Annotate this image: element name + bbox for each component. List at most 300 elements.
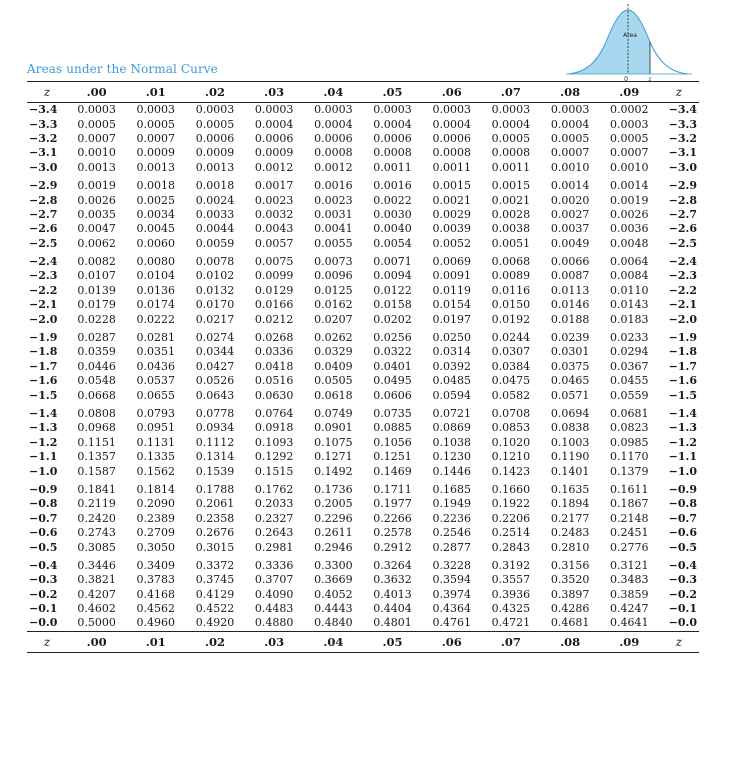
area-cell: 0.4168 [136, 587, 176, 601]
area-cell: 0.0040 [373, 222, 412, 236]
area-cell: 0.0968 [77, 421, 116, 435]
area-cell: 0.0006 [432, 131, 471, 145]
z-value-right: −1.8 [668, 345, 697, 359]
area-cell: 0.3669 [314, 573, 353, 587]
area-cell: 0.0026 [77, 193, 116, 207]
area-cell: 0.3372 [195, 558, 235, 572]
table-row [27, 312, 699, 326]
area-cell: 0.0668 [77, 388, 116, 402]
bottom-column-header: .00 [67, 631, 126, 652]
area-cell: 0.0409 [314, 359, 353, 373]
table-row [27, 526, 699, 540]
area-cell: 0.1190 [550, 450, 590, 464]
area-cell: 0.2061 [195, 497, 235, 511]
z-table [27, 81, 699, 653]
area-cell: 0.0823 [610, 421, 649, 435]
z-value-left: −2.5 [29, 236, 58, 250]
area-cell: 0.0055 [314, 236, 353, 250]
area-cell: 0.0344 [195, 345, 235, 359]
area-cell: 0.0526 [195, 374, 235, 388]
area-cell: 0.3192 [491, 558, 531, 572]
area-cell: 0.0011 [432, 160, 471, 174]
area-cell: 0.0010 [77, 146, 116, 160]
area-cell: 0.0014 [610, 179, 649, 193]
area-cell: 0.2643 [254, 526, 294, 540]
area-cell: 0.4801 [373, 616, 412, 630]
area-cell: 0.0008 [432, 146, 471, 160]
area-cell: 0.0116 [491, 283, 531, 297]
area-cell: 0.1112 [195, 435, 235, 449]
area-cell: 0.0359 [77, 345, 116, 359]
area-cell: 0.0096 [314, 269, 353, 283]
area-cell: 0.2206 [491, 511, 531, 525]
z-value-left: −1.4 [29, 407, 58, 420]
area-cell: 0.2743 [77, 526, 116, 540]
bottom-column-header: .09 [600, 631, 659, 652]
area-cell: 0.2033 [254, 497, 294, 511]
z-value-left: −0.6 [29, 526, 58, 540]
area-cell: 0.1894 [550, 497, 590, 511]
area-cell: 0.0107 [77, 269, 116, 283]
area-cell: 0.3085 [77, 540, 116, 554]
table-row [27, 327, 699, 345]
z-value-right: −2.7 [668, 207, 697, 221]
area-cell: 0.0918 [254, 421, 294, 435]
area-cell: 0.0016 [373, 179, 412, 193]
table-row [27, 161, 699, 175]
area-cell: 0.1271 [314, 450, 353, 464]
area-cell: 0.0307 [491, 345, 531, 359]
area-cell: 0.2389 [136, 511, 176, 525]
area-cell: 0.1446 [432, 464, 471, 478]
area-cell: 0.0013 [136, 160, 176, 174]
table-row [27, 602, 699, 616]
area-cell: 0.0582 [491, 388, 531, 402]
area-cell: 0.0033 [195, 207, 235, 221]
z-value-right: −0.2 [668, 587, 697, 601]
z-value-right: −1.5 [668, 388, 697, 402]
area-cell: 0.0314 [432, 345, 471, 359]
z-value-right: −2.9 [668, 179, 697, 193]
area-cell: 0.1151 [77, 435, 116, 449]
z-value-left: −1.5 [29, 388, 58, 402]
area-cell: 0.0007 [77, 131, 116, 145]
z-value-left: −2.6 [29, 222, 58, 236]
area-cell: 0.0630 [254, 388, 294, 402]
area-cell: 0.0068 [491, 255, 531, 269]
bottom-column-header: .01 [126, 631, 185, 652]
z-value-right: −1.2 [668, 435, 697, 449]
area-cell: 0.0122 [373, 283, 412, 297]
top-column-header: .03 [245, 82, 304, 103]
area-cell: 0.1357 [77, 450, 116, 464]
area-cell: 0.0475 [491, 374, 531, 388]
z-value-right: −1.4 [668, 407, 697, 420]
area-cell: 0.2119 [77, 497, 116, 511]
area-cell: 0.0708 [491, 407, 531, 420]
area-cell: 0.3745 [195, 573, 235, 587]
area-cell: 0.0007 [610, 146, 649, 160]
area-cell: 0.0262 [314, 331, 353, 345]
area-cell: 0.3264 [373, 558, 412, 572]
z-value-left: −3.4 [29, 103, 58, 117]
area-cell: 0.0329 [314, 345, 353, 359]
area-cell: 0.4325 [491, 602, 531, 616]
area-cell: 0.0031 [314, 207, 353, 221]
area-cell: 0.1292 [254, 450, 294, 464]
area-cell: 0.1685 [432, 482, 471, 496]
area-cell: 0.2611 [314, 526, 353, 540]
z-value-left: −1.3 [29, 421, 58, 435]
z-value-left: −1.1 [29, 450, 58, 464]
area-cell: 0.0034 [136, 207, 176, 221]
area-cell: 0.0004 [373, 117, 412, 131]
z-value-right: −2.5 [668, 236, 697, 250]
area-cell: 0.0233 [610, 331, 649, 345]
area-cell: 0.0136 [136, 283, 176, 297]
area-cell: 0.2776 [610, 540, 649, 554]
area-cell: 0.4641 [610, 616, 649, 630]
area-cell: 0.0336 [254, 345, 294, 359]
z-value-left: −0.0 [29, 616, 58, 630]
area-cell: 0.0559 [610, 388, 649, 402]
area-cell: 0.0102 [195, 269, 235, 283]
z-value-left: −0.2 [29, 587, 58, 601]
area-cell: 0.1401 [550, 464, 590, 478]
area-cell: 0.3783 [136, 573, 176, 587]
table-row [27, 103, 699, 118]
z-value-left: −0.1 [29, 602, 58, 616]
z-value-right: −3.3 [668, 117, 697, 131]
area-cell: 0.0094 [373, 269, 412, 283]
area-cell: 0.2358 [195, 511, 235, 525]
area-cell: 0.0004 [314, 117, 353, 131]
z-value-right: −2.8 [668, 193, 697, 207]
area-cell: 0.0016 [314, 179, 353, 193]
area-cell: 0.4052 [314, 587, 353, 601]
area-cell: 0.0099 [254, 269, 294, 283]
area-cell: 0.0885 [373, 421, 412, 435]
area-cell: 0.0003 [314, 103, 353, 117]
area-cell: 0.2709 [136, 526, 176, 540]
table-row [27, 251, 699, 269]
area-cell: 0.0011 [373, 160, 412, 174]
area-cell: 0.0005 [491, 131, 531, 145]
area-cell: 0.2578 [373, 526, 412, 540]
z-value-left: −2.9 [29, 179, 58, 193]
z-value-left: −1.9 [29, 331, 58, 345]
area-cell: 0.0250 [432, 331, 471, 345]
table-row [27, 497, 699, 511]
area-cell: 0.0838 [550, 421, 590, 435]
table-row [27, 345, 699, 359]
area-cell: 0.4522 [195, 602, 235, 616]
area-cell: 0.4247 [610, 602, 649, 616]
area-cell: 0.0041 [314, 222, 353, 236]
area-cell: 0.3483 [610, 573, 649, 587]
bottom-column-header: .04 [304, 631, 363, 652]
area-cell: 0.2912 [373, 540, 412, 554]
area-cell: 0.0110 [610, 283, 649, 297]
area-cell: 0.0008 [373, 146, 412, 160]
area-cell: 0.0047 [77, 222, 116, 236]
area-cell: 0.0069 [432, 255, 471, 269]
area-cell: 0.0017 [254, 179, 294, 193]
area-cell: 0.0222 [136, 312, 176, 326]
area-cell: 0.1210 [491, 450, 531, 464]
area-cell: 0.4013 [373, 587, 412, 601]
area-cell: 0.3707 [254, 573, 294, 587]
table-row [27, 421, 699, 435]
area-cell: 0.2148 [610, 511, 649, 525]
top-column-header: .07 [481, 82, 540, 103]
area-cell: 0.0008 [491, 146, 531, 160]
area-cell: 0.3594 [432, 573, 471, 587]
area-cell: 0.0392 [432, 359, 471, 373]
z-value-right: −1.0 [668, 464, 697, 478]
header-row [27, 82, 699, 103]
area-cell: 0.0808 [77, 407, 116, 420]
area-cell: 0.0013 [77, 160, 116, 174]
area-cell: 0.3409 [136, 558, 176, 572]
area-cell: 0.2005 [314, 497, 353, 511]
area-cell: 0.4761 [432, 616, 471, 630]
area-cell: 0.0082 [77, 255, 116, 269]
area-cell: 0.0036 [610, 222, 649, 236]
area-cell: 0.0294 [610, 345, 649, 359]
area-cell: 0.0023 [254, 193, 294, 207]
area-cell: 0.0853 [491, 421, 531, 435]
table-row [27, 146, 699, 160]
table-row [27, 388, 699, 402]
area-cell: 0.0062 [77, 236, 116, 250]
bottom-z-header-left: z [27, 631, 67, 652]
area-cell: 0.1949 [432, 497, 471, 511]
area-cell: 0.0030 [373, 207, 412, 221]
area-cell: 0.0057 [254, 236, 294, 250]
area-cell: 0.0073 [314, 255, 353, 269]
top-column-header: .01 [126, 82, 185, 103]
area-cell: 0.0455 [610, 374, 649, 388]
area-cell: 0.0113 [550, 283, 590, 297]
area-cell: 0.1075 [314, 435, 353, 449]
area-cell: 0.1562 [136, 464, 176, 478]
area-cell: 0.0158 [373, 298, 412, 312]
table-caption: Areas under the Normal Curve [27, 62, 218, 76]
z-value-right: −2.6 [668, 222, 697, 236]
z-value-right: −1.6 [668, 374, 697, 388]
table-body [27, 103, 699, 632]
area-cell: 0.0985 [610, 435, 649, 449]
area-cell: 0.0007 [136, 131, 176, 145]
area-cell: 0.0951 [136, 421, 176, 435]
area-cell: 0.1492 [314, 464, 353, 478]
table-row [27, 117, 699, 131]
area-cell: 0.1515 [254, 464, 294, 478]
area-cell: 0.3821 [77, 573, 116, 587]
area-cell: 0.1539 [195, 464, 235, 478]
z-value-left: −3.0 [29, 160, 58, 174]
bottom-column-header: .05 [363, 631, 422, 652]
area-cell: 0.3520 [550, 573, 590, 587]
area-cell: 0.2090 [136, 497, 176, 511]
area-cell: 0.0026 [610, 207, 649, 221]
bottom-column-header: .06 [422, 631, 481, 652]
footer-row [27, 631, 699, 652]
area-cell: 0.0869 [432, 421, 471, 435]
top-column-header: .06 [422, 82, 481, 103]
bottom-z-header-right: z [659, 631, 699, 652]
area-cell: 0.0012 [314, 160, 353, 174]
z-value-right: −3.4 [668, 103, 697, 117]
table-row [27, 237, 699, 251]
area-cell: 0.2546 [432, 526, 471, 540]
area-cell: 0.0606 [373, 388, 412, 402]
area-cell: 0.0749 [314, 407, 353, 420]
area-cell: 0.0019 [77, 179, 116, 193]
area-cell: 0.0010 [610, 160, 649, 174]
area-cell: 0.0012 [254, 160, 294, 174]
z-value-right: −2.4 [668, 255, 697, 269]
area-cell: 0.0643 [195, 388, 235, 402]
area-cell: 0.0571 [550, 388, 590, 402]
area-cell: 0.0495 [373, 374, 412, 388]
area-cell: 0.1020 [491, 435, 531, 449]
table-row [27, 588, 699, 602]
area-cell: 0.0367 [610, 359, 649, 373]
area-cell: 0.0008 [314, 146, 353, 160]
area-cell: 0.0003 [373, 103, 412, 117]
area-cell: 0.3557 [491, 573, 531, 587]
area-cell: 0.1788 [195, 482, 235, 496]
area-cell: 0.0014 [550, 179, 590, 193]
table-row [27, 208, 699, 222]
area-cell: 0.0179 [77, 298, 116, 312]
area-cell: 0.4681 [550, 616, 590, 630]
area-cell: 0.1711 [373, 482, 412, 496]
area-cell: 0.4364 [432, 602, 471, 616]
area-cell: 0.0268 [254, 331, 294, 345]
area-cell: 0.0150 [491, 298, 531, 312]
area-cell: 0.0003 [432, 103, 471, 117]
z-value-right: −3.2 [668, 131, 697, 145]
area-cell: 0.0418 [254, 359, 294, 373]
z-value-right: −0.8 [668, 497, 697, 511]
area-cell: 0.5000 [77, 616, 116, 630]
area-cell: 0.0084 [610, 269, 649, 283]
area-cell: 0.0005 [195, 117, 235, 131]
area-cell: 0.3859 [610, 587, 649, 601]
z-label: z [648, 76, 652, 83]
z-value-left: −0.4 [29, 558, 58, 572]
area-cell: 0.0009 [195, 146, 235, 160]
area-cell: 0.1251 [373, 450, 412, 464]
area-cell: 0.0054 [373, 236, 412, 250]
z-value-right: −1.3 [668, 421, 697, 435]
z-value-left: −0.7 [29, 511, 58, 525]
area-cell: 0.1587 [77, 464, 116, 478]
z-value-right: −0.1 [668, 602, 697, 616]
area-cell: 0.0089 [491, 269, 531, 283]
table-row [27, 450, 699, 464]
area-cell: 0.1635 [550, 482, 590, 496]
bottom-column-header: .02 [185, 631, 244, 652]
z-value-left: −2.1 [29, 298, 58, 312]
area-cell: 0.1762 [254, 482, 294, 496]
area-cell: 0.0025 [136, 193, 176, 207]
area-cell: 0.4129 [195, 587, 235, 601]
area-cell: 0.0080 [136, 255, 176, 269]
area-cell: 0.0681 [610, 407, 649, 420]
area-cell: 0.0045 [136, 222, 176, 236]
area-cell: 0.0087 [550, 269, 590, 283]
area-cell: 0.3974 [432, 587, 471, 601]
area-cell: 0.0043 [254, 222, 294, 236]
area-cell: 0.0256 [373, 331, 412, 345]
area-cell: 0.0071 [373, 255, 412, 269]
area-cell: 0.0003 [77, 103, 116, 117]
area-cell: 0.3336 [254, 558, 294, 572]
top-z-header-right: z [659, 82, 699, 103]
area-cell: 0.1131 [136, 435, 176, 449]
area-cell: 0.2420 [77, 511, 116, 525]
area-cell: 0.0005 [610, 131, 649, 145]
area-cell: 0.0901 [314, 421, 353, 435]
area-cell: 0.4483 [254, 602, 294, 616]
area-cell: 0.0075 [254, 255, 294, 269]
area-cell: 0.0281 [136, 331, 176, 345]
z-value-right: −0.0 [668, 616, 697, 630]
area-cell: 0.3300 [314, 558, 353, 572]
zero-label: 0 [624, 76, 628, 83]
area-cell: 0.0207 [314, 312, 353, 326]
bottom-column-header: .08 [541, 631, 600, 652]
area-cell: 0.0375 [550, 359, 590, 373]
z-value-left: −3.2 [29, 131, 58, 145]
area-cell: 0.1056 [373, 435, 412, 449]
area-cell: 0.0183 [610, 312, 649, 326]
area-cell: 0.1660 [491, 482, 531, 496]
area-cell: 0.4920 [195, 616, 235, 630]
area-cell: 0.0132 [195, 283, 235, 297]
area-cell: 0.0548 [77, 374, 116, 388]
area-cell: 0.0735 [373, 407, 412, 420]
z-value-left: −2.2 [29, 283, 58, 297]
area-cell: 0.0006 [373, 131, 412, 145]
area-cell: 0.0015 [432, 179, 471, 193]
area-cell: 0.0091 [432, 269, 471, 283]
table-row [27, 374, 699, 388]
area-cell: 0.0228 [77, 312, 116, 326]
table-row [27, 555, 699, 573]
table-row [27, 403, 699, 421]
area-label: Area [623, 32, 637, 39]
area-cell: 0.0005 [550, 131, 590, 145]
area-cell: 0.0035 [77, 207, 116, 221]
area-cell: 0.0024 [195, 193, 235, 207]
area-cell: 0.0384 [491, 359, 531, 373]
area-cell: 0.0003 [254, 103, 294, 117]
area-cell: 0.0005 [136, 117, 176, 131]
area-cell: 0.0212 [254, 312, 294, 326]
top-z-header-left: z [27, 82, 67, 103]
area-cell: 0.4721 [491, 616, 531, 630]
area-cell: 0.0174 [136, 298, 176, 312]
area-cell: 0.1814 [136, 482, 176, 496]
area-cell: 0.4562 [136, 602, 176, 616]
top-column-header: .05 [363, 82, 422, 103]
table-row [27, 269, 699, 283]
